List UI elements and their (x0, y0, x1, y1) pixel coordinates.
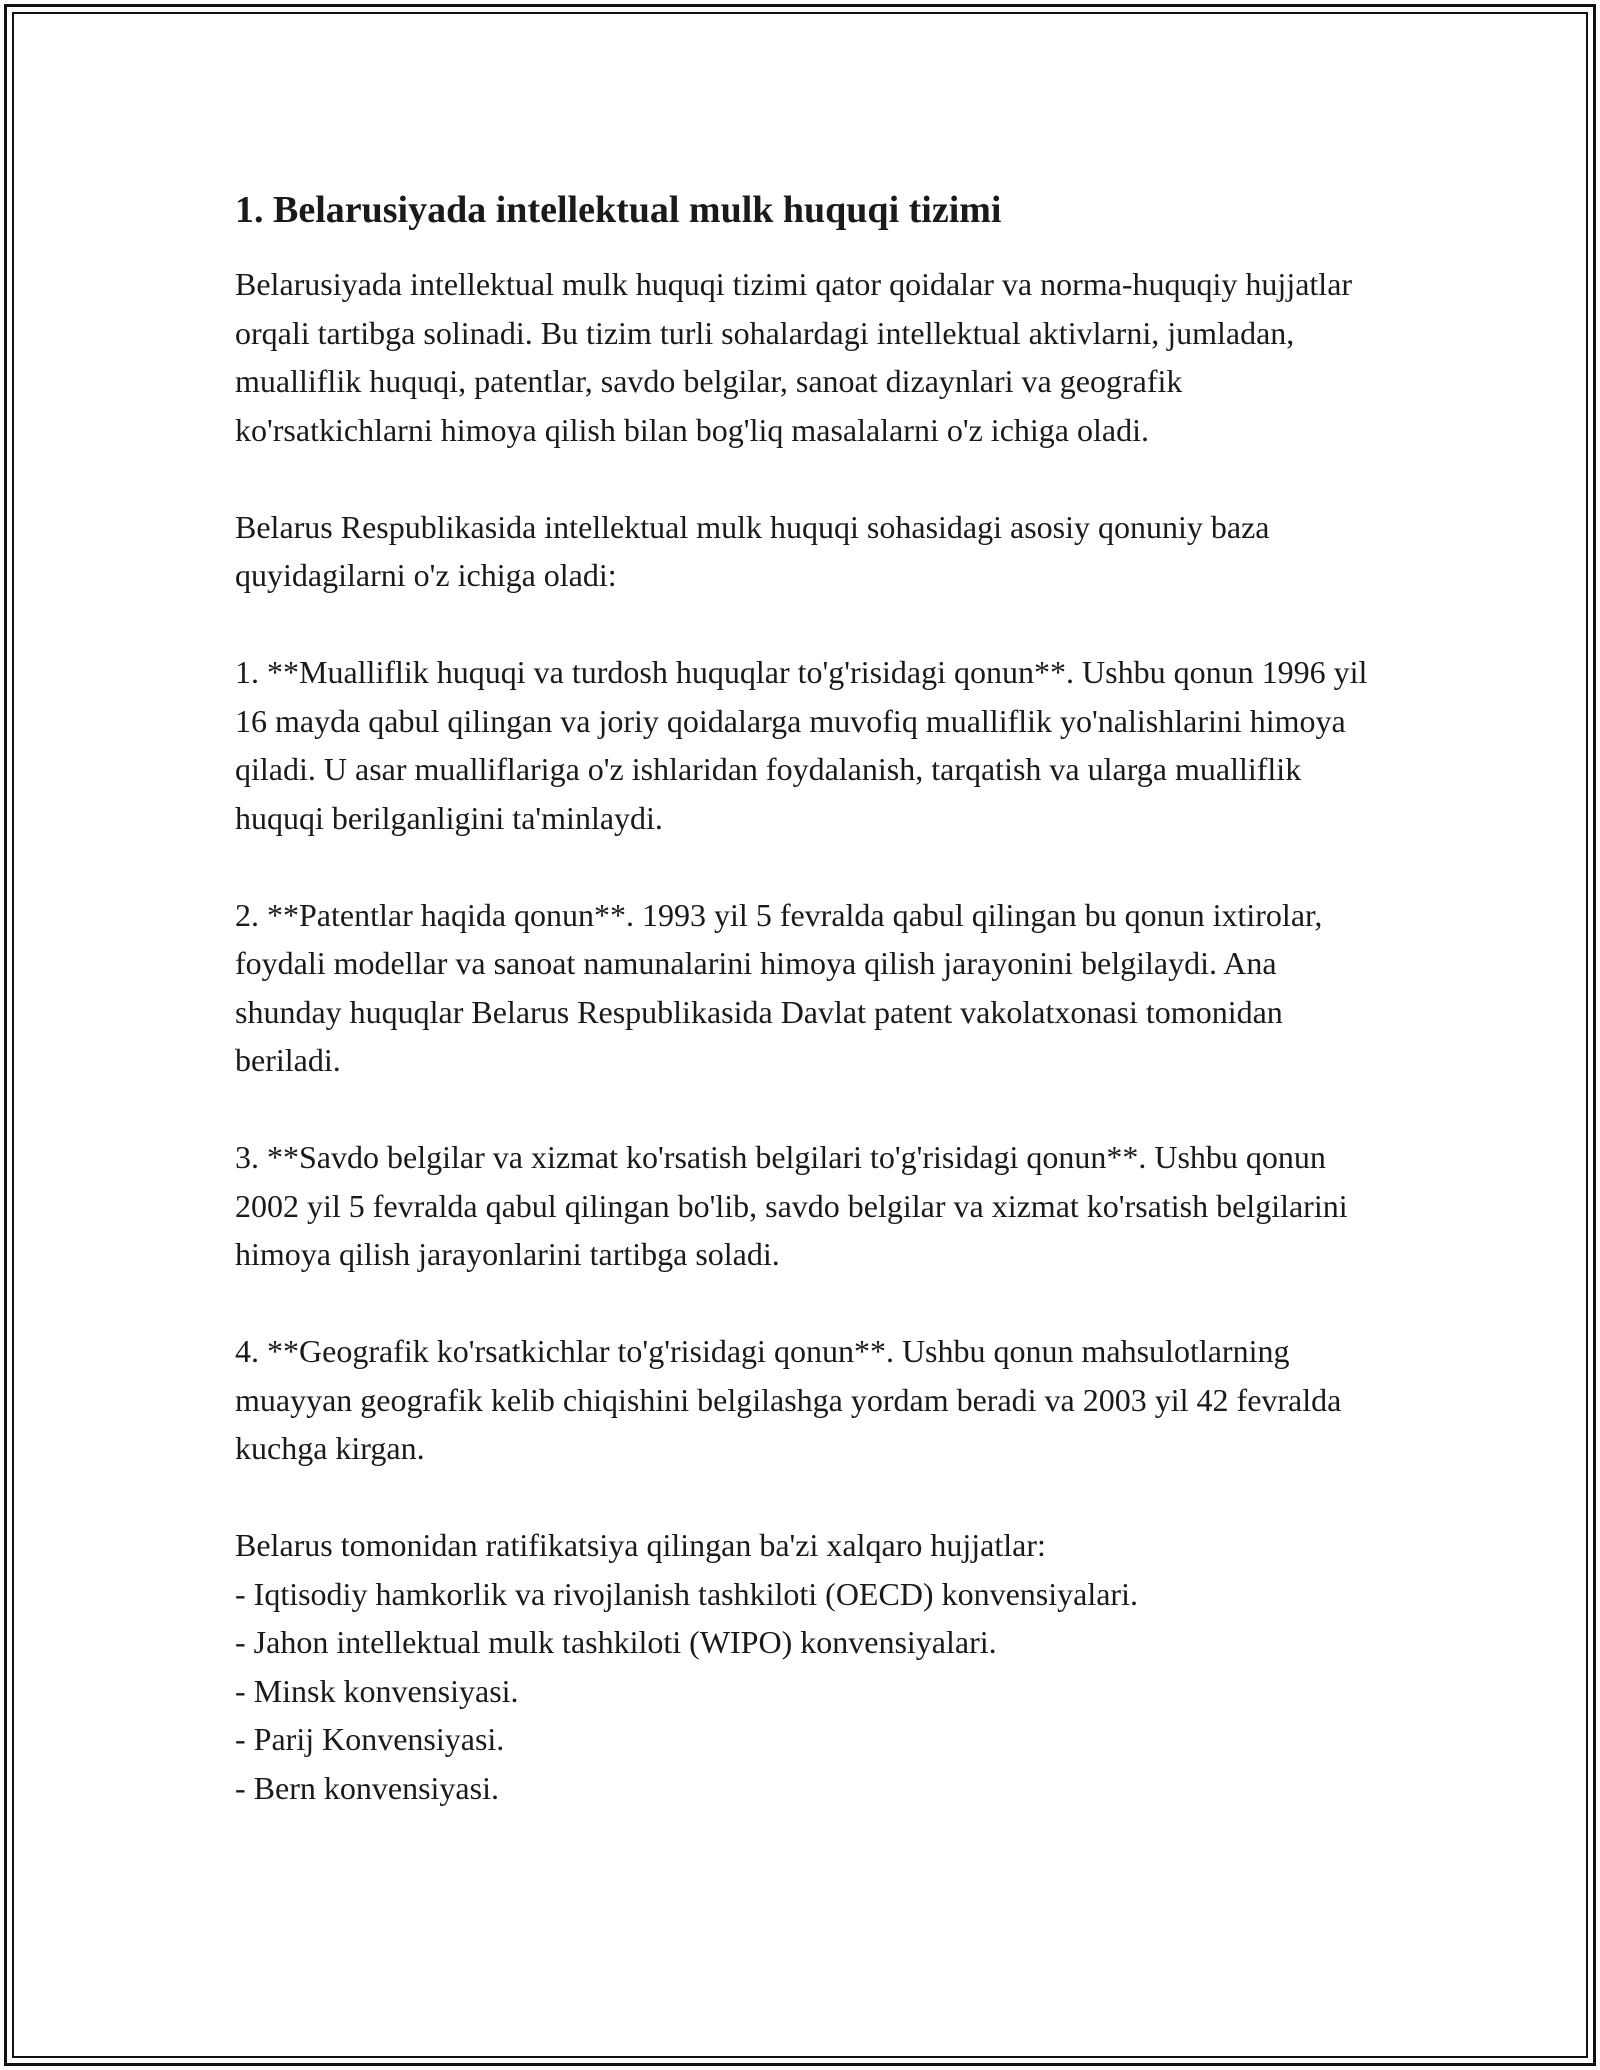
patent-law-paragraph: 2. **Patentlar haqida qonun**. 1993 yil 5 fevralda qabul qilingan bu qonun ixtirolar, foydali modellar va sanoat namunalarini himoya qilish jarayonini belgilaydi. Ana shunday huquqlar Belarus Respublikasida Davlat patent vakolatxonasi tomonidan beriladi. (235, 896, 1323, 1078)
list-item: - Parij Konvensiyasi. (235, 1721, 505, 1757)
international-documents-list (235, 1521, 1385, 1812)
list-item: - Iqtisodiy hamkorlik va rivojlanish tashkiloti (OECD) konvensiyalari. (235, 1575, 1138, 1612)
copyright-law-paragraph: 1. **Mualliflik huquqi va turdosh huquqlar to'g'risidagi qonun**. Ushbu qonun 1996 yil 16 mayda qabul qilingan va joriy qoidalarga muvofiq mualliflik yo'nalishlarini himoya qiladi. U asar mualliflariga o'z ishlaridan foydalanish, tarqatish va ularga mualliflik huquqi berilganligini ta'minlaydi. (235, 654, 1368, 836)
document-title: 1. Belarusiyada intellektual mulk huquqi tizimi (235, 189, 1002, 231)
document-body (235, 186, 1385, 1812)
legal-base-paragraph: Belarus Respublikasida intellektual mulk huquqi sohasidagi asosiy qonuniy baza quyidagilarni o'z ichiga oladi: (235, 508, 1270, 593)
list-item: - Bern konvensiyasi. (235, 1769, 499, 1806)
list-item: - Jahon intellektual mulk tashkiloti (WIPO) konvensiyalari. (235, 1624, 997, 1660)
geographic-indications-paragraph: 4. **Geografik ko'rsatkichlar to'g'risidagi qonun**. Ushbu qonun mahsulotlarning muayyan geografik kelib chiqishini belgilashga yordam beradi va 2003 yil 42 fevralda kuchga kirgan. (235, 1333, 1342, 1466)
list-item: - Minsk konvensiyasi. (235, 1672, 519, 1709)
international-documents-intro: Belarus tomonidan ratifikatsiya qilingan ba'zi xalqaro hujjatlar: (235, 1527, 1046, 1563)
trademark-law-paragraph: 3. **Savdo belgilar va xizmat ko'rsatish belgilari to'g'risidagi qonun**. Ushbu qonun 2002 yil 5 fevralda qabul qilingan bo'lib, savdo belgilar va xizmat ko'rsatish belgilarini himoya qilish jarayonlarini tartibga soladi. (235, 1139, 1348, 1272)
intro-paragraph: Belarusiyada intellektual mulk huquqi tizimi qator qoidalar va norma-huquqiy hujjatlar orqali tartibga solinadi. Bu tizim turli sohalardagi intellektual aktivlarni, jumladan, mualliflik huquqi, patentlar, savdo belgilar, sanoat dizaynlari va geografik ko'rsatkichlarni himoya qilish bilan bog'liq masalalarni o'z ichiga oladi. (235, 266, 1353, 448)
